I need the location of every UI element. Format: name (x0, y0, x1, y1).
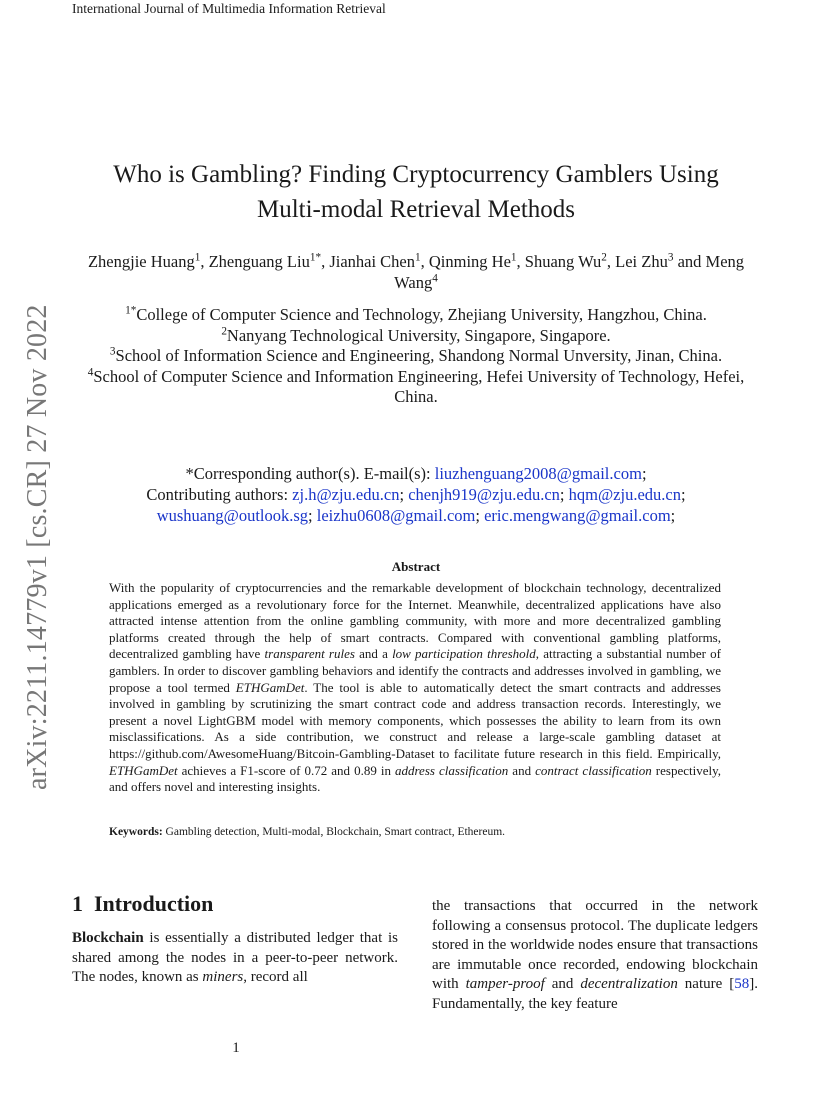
citation-link[interactable]: 58 (734, 976, 750, 992)
journal-header: International Journal of Multimedia Information Retrieval (72, 1, 386, 16)
corresponding-line: *Corresponding author(s). E-mail(s): liuzhenguang2008@gmail.com; (185, 464, 647, 483)
abstract-text: low participation threshold (392, 646, 536, 662)
author-sup: 3 (667, 251, 674, 264)
contributing-email-link[interactable]: wushuang@outlook.sg (156, 506, 309, 525)
page-number: 1 (232, 1040, 240, 1056)
intro-left-italic: miners (202, 969, 244, 985)
section-number: 1 (72, 891, 83, 916)
contributing-email-link[interactable]: chenjh919@zju.edu.cn (408, 485, 560, 504)
author-name: Lei Zhu (615, 252, 668, 271)
section-title: Introduction (94, 891, 214, 916)
paper-title (84, 157, 748, 227)
affiliation-sup: 3 (109, 345, 116, 358)
author-sup: 2 (601, 251, 607, 264)
section-heading (72, 891, 213, 917)
intro-right-text: and (544, 976, 581, 992)
contributing-label: Contributing authors: (146, 485, 289, 504)
contributing-email-link[interactable]: zj.h@zju.edu.cn (292, 485, 400, 504)
intro-right-column (432, 897, 758, 1014)
intro-left-column (72, 929, 398, 988)
email-block (84, 463, 748, 526)
author-name: Shuang Wu (524, 252, 602, 271)
affiliation-text: Nanyang Technological University, Singapore, Singapore. (226, 325, 611, 345)
author-name: Jianhai Chen (329, 252, 416, 271)
keywords-text: Gambling detection, Multi-modal, Blockchain, Smart contract, Ethereum. (165, 826, 506, 838)
contributing-email-link[interactable]: leizhu0608@gmail.com (316, 506, 476, 525)
intro-left-text: , record all (243, 969, 308, 985)
intro-left-bold: Blockchain (72, 930, 144, 946)
abstract-body (109, 580, 721, 796)
author-name: Zhengjie Huang (87, 252, 195, 271)
affiliation-item (84, 305, 748, 326)
intro-right-italic: decentralization (580, 976, 678, 992)
keywords-label: Keywords: (109, 826, 163, 838)
abstract-text: and (508, 762, 536, 778)
intro-right-text: ]. Fundamentally, the key feature (432, 976, 758, 1012)
author-sup: 4 (432, 272, 438, 285)
abstract-text: ETHGamDet (235, 679, 305, 695)
affiliation-sup: 1* (125, 304, 137, 317)
affiliation-text: School of Information Science and Engineering, Shandong Normal Unversity, Jinan, China. (115, 346, 723, 365)
abstract-text: achieves a F1-score of 0.72 and 0.89 in (177, 762, 395, 778)
corresponding-label: *Corresponding author(s). E-mail(s): (185, 464, 431, 483)
author-sup: 1 (415, 251, 421, 264)
title-line-1: Who is Gambling? Finding Cryptocurrency Gamblers Using (113, 161, 719, 188)
abstract-text: With the popularity of cryptocurrencies and the remarkable development of blockchain technology, decentralized applications emerged as a revolutionary force for the Internet. Meanwhile, decentralized applications have also attracted intense attention from the online gambling community, with more and more decentralized gambling platforms created through the help of smart contracts. Compared with conventional gambling platforms, decentralized gambling have (109, 580, 721, 662)
affiliation-item (84, 326, 748, 347)
abstract-text: , attracting a substantial number of gamblers. In order to discover gambling behaviors and identify the contracts and addresses involved in gambling, we propose a tool termed (109, 646, 721, 695)
author-sup: 1* (309, 251, 322, 264)
intro-right-italic: tamper-proof (465, 976, 545, 992)
title-line-2: Multi-modal Retrieval Methods (256, 196, 575, 223)
affiliation-list (84, 305, 748, 408)
affiliation-text: College of Computer Science and Technology, Zhejiang University, Hangzhou, China. (136, 305, 707, 324)
intro-right-text: the transactions that occurred in the network following a consensus protocol. The duplicate ledgers stored in the worldwide nodes ensure that transactions are immutable once recorded, endowing blockchain with (432, 898, 758, 992)
intro-left-text: is essentially a distributed ledger that is shared among the nodes in a peer-to-peer network. The nodes, known as (72, 930, 398, 985)
abstract-text: contract classification (535, 762, 652, 778)
author-name: Meng Wang (394, 252, 745, 292)
abstract-text: and a (354, 646, 393, 662)
intro-right-text: nature [ (677, 976, 735, 992)
contributing-email-link[interactable]: eric.mengwang@gmail.com (484, 506, 671, 525)
author-name: Qinming He (428, 252, 511, 271)
abstract-heading: Abstract (391, 559, 441, 574)
affiliation-sup: 2 (221, 325, 227, 337)
author-sup: 1 (194, 251, 201, 264)
arxiv-side-stamp[interactable]: arXiv:2211.14779v1 [cs.CR] 27 Nov 2022 (22, 304, 53, 790)
abstract-text: transparent rules (264, 646, 355, 662)
abstract-text: address classification (394, 762, 509, 778)
corresponding-email-link[interactable]: liuzhenguang2008@gmail.com (434, 464, 642, 483)
contributing-email-link[interactable]: hqm@zju.edu.cn (568, 485, 681, 504)
abstract-text: . The tool is able to automatically detect the smart contracts and addresses involved in gambling by scrutinizing the smart contract code and address transaction records. Interestingly, we present a novel LightGBM model with memory components, which possesses the ability to learn from its own misclassifications. As a side contribution, we construct and release a large-scale gambling dataset at https://github.com/AwesomeHuang/Bitcoin-Gambling-Dataset to facilitate future research in this field. Empirically, (109, 679, 721, 761)
affiliation-item (84, 367, 748, 408)
author-name: Zhenguang Liu (208, 252, 310, 271)
affiliation-item (84, 346, 748, 367)
author-sup: 1 (510, 251, 517, 264)
author-list: Zhengjie Huang$^1$, Zhenguang Liu$^{1*}$, Jianhai Chen$^1$, Qinming He$^1$, Shuang Wu$^2$, Lei Zhu$^3$ and Meng Wang$^4$ (87, 251, 745, 292)
affiliation-sup: 4 (87, 366, 94, 378)
abstract-text: respectively, and offers novel and interesting insights. (109, 762, 721, 795)
contributing-line: Contributing authors: zj.h@zju.edu.cn; chenjh919@zju.edu.cn; hqm@zju.edu.cn; wushuang@outlook.sg; leizhu0608@gmail.com; eric.mengwang@gmail.com; (146, 485, 686, 525)
affiliation-text: School of Computer Science and Information Engineering, Hefei University of Technology, Hefei, China. (93, 366, 745, 406)
keywords-line (109, 826, 721, 838)
abstract-text: ETHGamDet (109, 762, 178, 778)
